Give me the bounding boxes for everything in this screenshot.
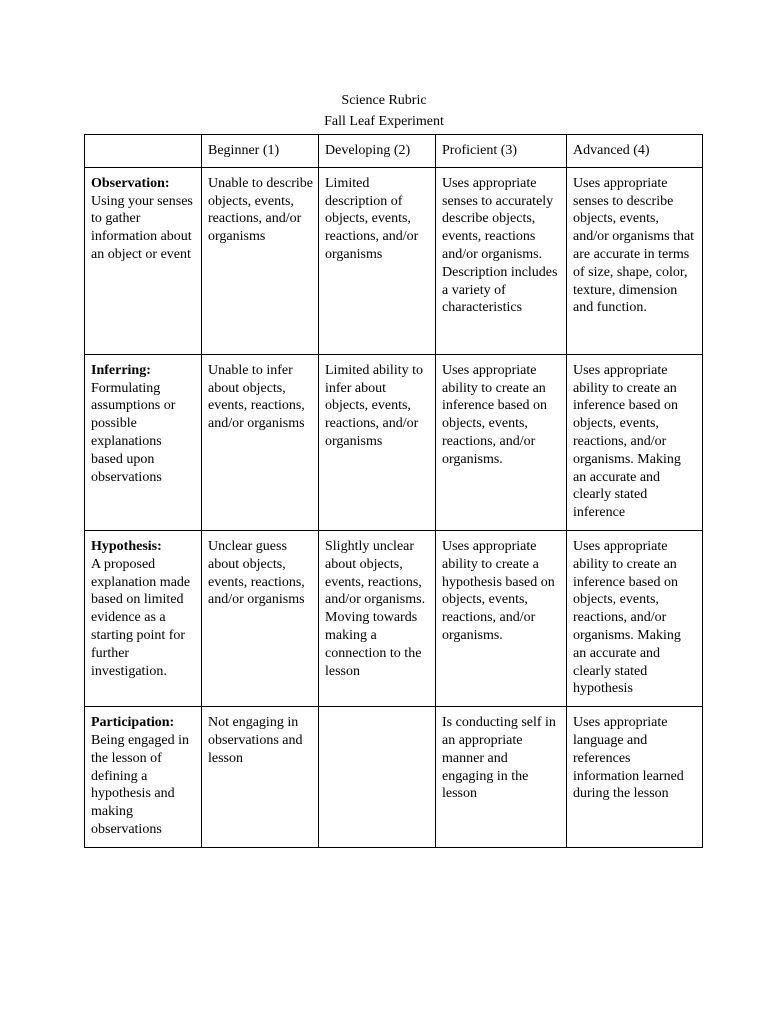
header-cell-beginner: Beginner (1) xyxy=(202,135,319,168)
criterion-cell xyxy=(85,707,202,848)
criterion-cell xyxy=(85,167,202,354)
document-subtitle: Fall Leaf Experiment xyxy=(324,114,444,129)
rubric-cell-proficient: Uses appropriate ability to create a hypothesis based on objects, events, reactions, and/or organisms. xyxy=(436,530,567,706)
document-title: Science Rubric xyxy=(341,93,427,108)
criterion-cell xyxy=(85,354,202,530)
rubric-cell-proficient: Is conducting self in an appropriate manner and engaging in the lesson xyxy=(436,707,567,848)
rubric-cell-advanced: Uses appropriate ability to create an inference based on objects, events, reactions, and/or organisms. Making an accurate and clearly stated inference xyxy=(567,354,703,530)
rubric-cell-beginner: Unable to infer about objects, events, reactions, and/or organisms xyxy=(202,354,319,530)
header-cell-criteria xyxy=(85,135,202,168)
table-row xyxy=(85,530,703,706)
header-cell-proficient: Proficient (3) xyxy=(436,135,567,168)
rubric-cell-beginner: Unable to describe objects, events, reactions, and/or organisms xyxy=(202,167,319,354)
criterion-description: A proposed explanation made based on limited evidence as a starting point for further investigation. xyxy=(91,556,191,679)
criterion-name: Observation: xyxy=(91,175,170,191)
rubric-cell-developing: Limited description of objects, events, reactions, and/or organisms xyxy=(319,167,436,354)
rubric-cell-beginner: Not engaging in observations and lesson xyxy=(202,707,319,848)
rubric-cell-beginner: Unclear guess about objects, events, reactions, and/or organisms xyxy=(202,530,319,706)
criterion-description: Being engaged in the lesson of defining a hypothesis and making observations xyxy=(91,732,189,837)
rubric-cell-advanced: Uses appropriate language and references information learned during the lesson xyxy=(567,707,703,848)
criterion-description: Using your senses to gather information about an object or event xyxy=(91,193,193,262)
rubric-cell-developing: Limited ability to infer about objects, events, reactions, and/or organisms xyxy=(319,354,436,530)
table-row xyxy=(85,707,703,848)
criterion-description: Formulating assumptions or possible explanations based upon observations xyxy=(91,380,176,485)
rubric-cell-developing xyxy=(319,707,436,848)
rubric-cell-advanced: Uses appropriate senses to describe objects, events, and/or organisms that are accurate in terms of size, shape, color, texture, dimension and function. xyxy=(567,167,703,354)
criterion-name: Participation: xyxy=(91,715,175,731)
criterion-name: Inferring: xyxy=(91,362,151,378)
criterion-cell xyxy=(85,530,202,706)
header-cell-developing: Developing (2) xyxy=(319,135,436,168)
rubric-cell-proficient: Uses appropriate senses to accurately describe objects, events, reactions and/or organisms. Description includes a variety of characteristics xyxy=(436,167,567,354)
table-row xyxy=(85,167,703,354)
rubric-cell-developing: Slightly unclear about objects, events, reactions, and/or organisms. Moving towards making a connection to the lesson xyxy=(319,530,436,706)
header-cell-advanced: Advanced (4) xyxy=(567,135,703,168)
table-row xyxy=(85,354,703,530)
criterion-name: Hypothesis: xyxy=(91,538,162,554)
rubric-cell-proficient: Uses appropriate ability to create an inference based on objects, events, reactions, and/or organisms. xyxy=(436,354,567,530)
rubric-cell-advanced: Uses appropriate ability to create an inference based on objects, events, reactions, and/or organisms. Making an accurate and clearly stated hypothesis xyxy=(567,530,703,706)
header-row xyxy=(85,135,703,168)
rubric-table xyxy=(84,134,703,848)
